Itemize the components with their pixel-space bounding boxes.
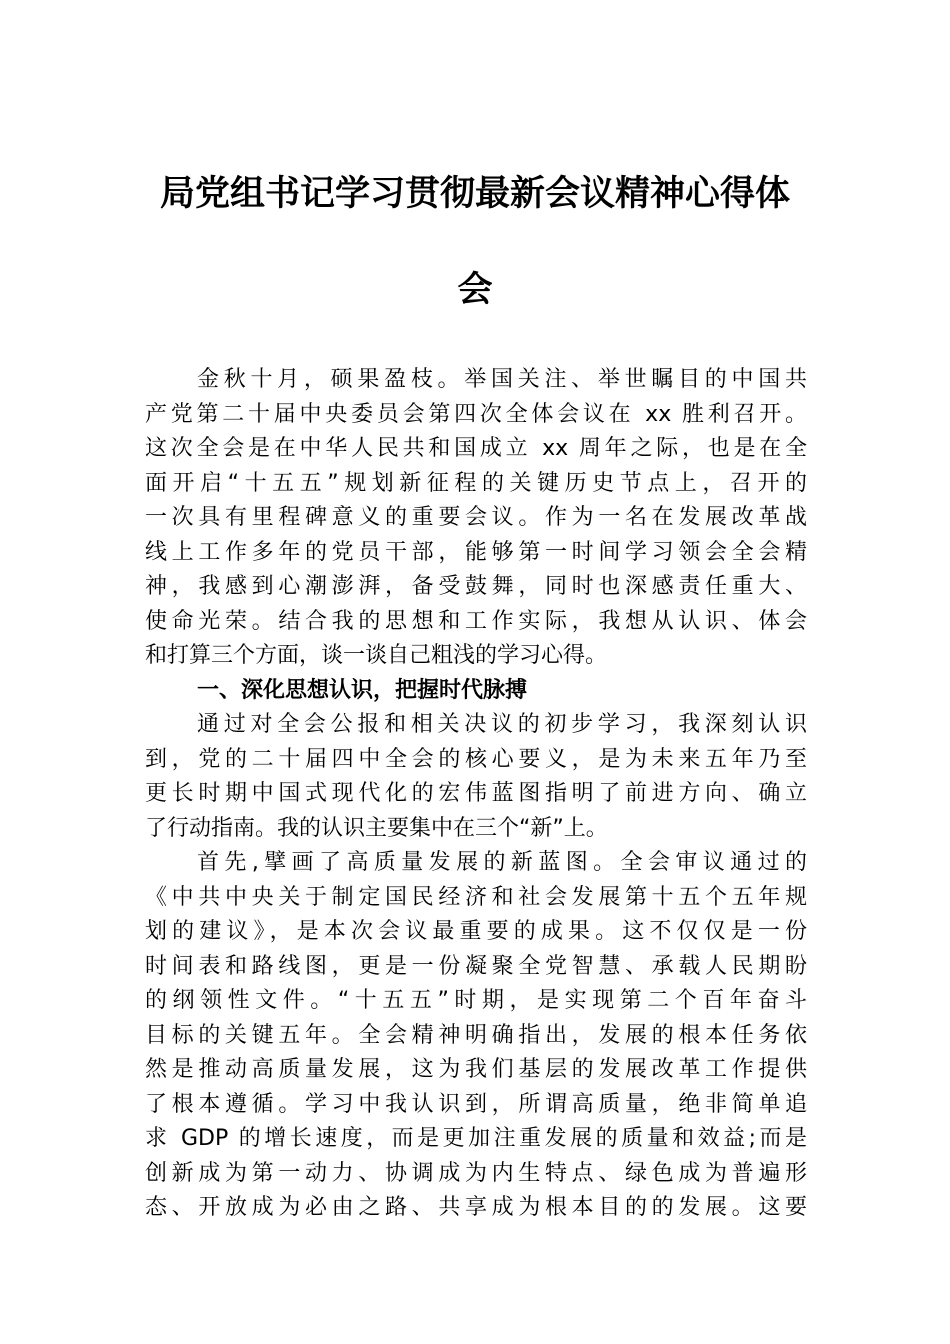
text-line: 通过对全会公报和相关决议的初步学习，我深刻认识 [197, 712, 807, 737]
text-line: 金秋十月，硕果盈枝。举国关注、举世瞩目的中国共 [197, 367, 807, 392]
text-line: 划的建议》，是本次会议最重要的成果。这不仅仅是一份 [145, 919, 807, 944]
text-line: 到，党的二十届四中全会的核心要义，是为未来五年乃至 [145, 746, 807, 772]
document-body [145, 363, 807, 1226]
text-line: 然是推动高质量发展，这为我们基层的发展改革工作提供 [145, 1057, 807, 1082]
paragraph-intro [145, 363, 807, 674]
text-line: 《中共中央关于制定国民经济和社会发展第十五个五年规 [145, 884, 807, 910]
paragraph-understanding [145, 708, 807, 846]
text-line: 的纲领性文件。“十五五”时期，是实现第二个百年奋斗 [145, 988, 807, 1013]
document-title-line-2: 会 [457, 269, 493, 310]
text-line: 使命光荣。结合我的思想和工作实际，我想从认识、体会 [145, 608, 807, 634]
text-line: 了行动指南。我的认识主要集中在三个“新”上。 [145, 815, 608, 841]
text-line: 面开启“十五五”规划新征程的关键历史节点上，召开的 [145, 470, 807, 496]
text-line: 产党第二十届中央委员会第四次全体会议在 xx 胜利召开。 [145, 401, 807, 427]
document-title-line-1: 局党组书记学习贯彻最新会议精神心得体 [159, 173, 790, 214]
text-line: 神，我感到心潮澎湃，备受鼓舞，同时也深感责任重大、 [145, 574, 807, 599]
text-line: 了根本遵循。学习中我认识到，所谓高质量，绝非简单追 [145, 1091, 807, 1117]
text-line: 创新成为第一动力、协调成为内生特点、绿色成为普遍形 [145, 1160, 807, 1186]
text-line: 求 GDP 的增长速度，而是更加注重发展的质量和效益;而是 [145, 1126, 807, 1151]
section-heading-1: 一、深化思想认识，把握时代脉搏 [197, 677, 528, 703]
paragraph-first-point [145, 846, 807, 1226]
text-line: 和打算三个方面，谈一谈自己粗浅的学习心得。 [145, 643, 608, 668]
text-line: 线上工作多年的党员干部，能够第一时间学习领会全会精 [145, 539, 807, 565]
text-line: 一次具有里程碑意义的重要会议。作为一名在发展改革战 [145, 505, 807, 530]
text-line: 首先,擘画了高质量发展的新蓝图。全会审议通过的 [197, 850, 807, 875]
text-line: 目标的关键五年。全会精神明确指出，发展的根本任务依 [145, 1022, 807, 1048]
text-line: 这次全会是在中华人民共和国成立 xx 周年之际，也是在全 [145, 436, 807, 461]
text-line: 时间表和路线图，更是一份凝聚全党智慧、承载人民期盼 [145, 953, 807, 979]
text-line: 态、开放成为必由之路、共享成为根本目的的发展。这要 [145, 1195, 807, 1220]
text-line: 更长时期中国式现代化的宏伟蓝图指明了前进方向、确立 [145, 781, 807, 806]
